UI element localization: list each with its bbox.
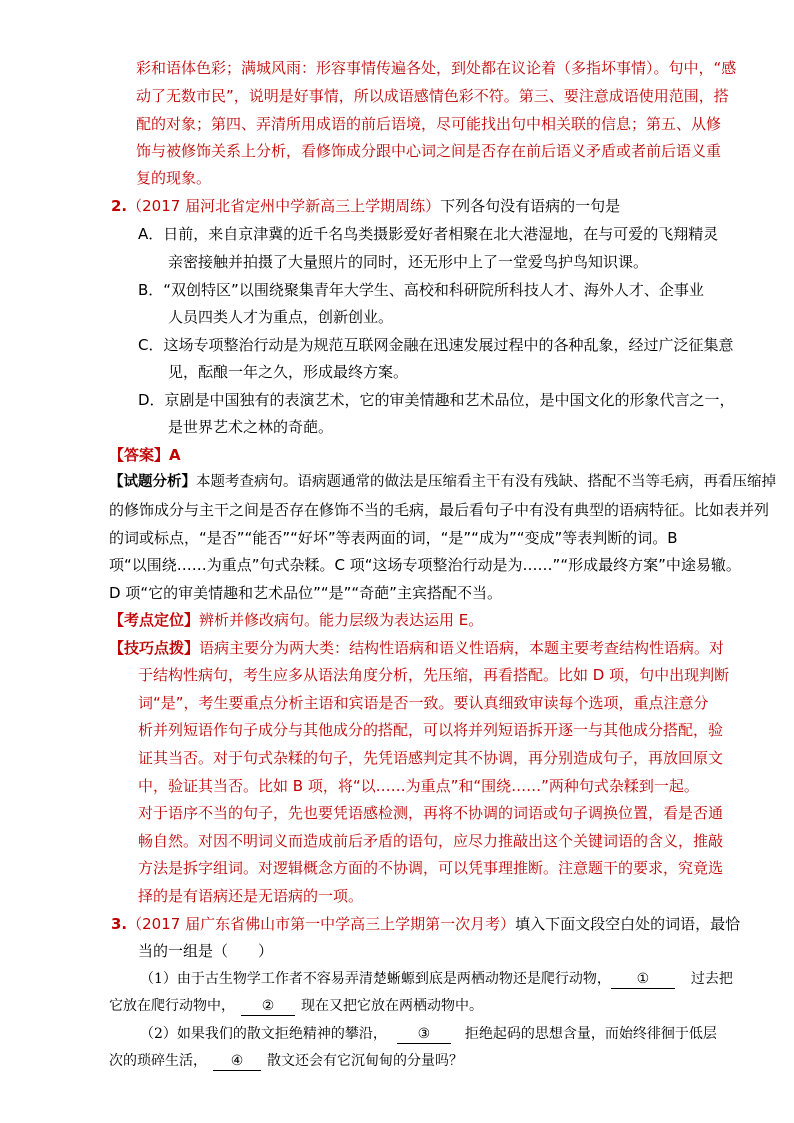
blank-2: ② bbox=[241, 998, 295, 1016]
analysis-line: 的修饰成分与主干之间是否存在修饰不当的毛病，最后看句子中有没有典型的语病特征。比如表并列 bbox=[109, 501, 770, 519]
intro-line: 饰与被修饰关系上分析，看修饰成分跟中心词之间是否存在前后语义矛盾或者前后语义重 bbox=[136, 142, 722, 160]
passage-2-line1: （2）如果我们的散文拒绝精神的攀沿， ③ 拒绝起码的思想含量，而始终徘徊于低层 bbox=[140, 1026, 717, 1042]
blank-3: ③ bbox=[397, 1026, 451, 1044]
passage-1-line1: （1）由于古生物学工作者不容易弄清楚蜥螈到底是两栖动物还是爬行动物， ① 过去把 bbox=[140, 971, 733, 987]
answer bbox=[109, 445, 181, 465]
question-stem: 填入下面文段空白处的词语，最恰 bbox=[515, 915, 741, 933]
option-b-line2: 人员四类人才为重点，创新创业。 bbox=[168, 308, 394, 326]
question-source: （2017 届河北省定州中学新高三上学期周练） bbox=[127, 197, 441, 215]
passage-2-line2: 次的琐碎生活， ④ 散文还会有它沉甸甸的分量吗？ bbox=[109, 1053, 463, 1069]
jiqiao-line: 【技巧点拨】语病主要分为两大类：结构性语病和语义性语病，本题主要考查结构性语病。对 bbox=[109, 639, 725, 657]
intro-line: 动了无数市民”，说明是好事情，所以成语感情色彩不符。第三、要注意成语使用范围，搭 bbox=[136, 87, 729, 105]
question-number: 3. bbox=[111, 915, 128, 933]
jiqiao-line: 择的是有语病还是无语病的一项。 bbox=[138, 887, 364, 905]
analysis-label: 【试题分析】 bbox=[109, 474, 196, 490]
answer-label: 【答案】 bbox=[109, 446, 170, 464]
option-d-line1: D．京剧是中国独有的表演艺术，它的审美情趣和艺术品位，是中国文化的形象代言之一， bbox=[138, 391, 735, 409]
blank-4: ④ bbox=[213, 1053, 261, 1071]
question-stem-line2: 当的一组是（ ） bbox=[138, 942, 274, 960]
jiqiao-line: 畅自然。对因不明词义而造成前后矛盾的语句，应尽力推敲出这个关键词语的含义，推敲 bbox=[138, 832, 724, 850]
blank-1: ① bbox=[611, 971, 675, 989]
jiqiao-line: 对于语序不当的句子，先也要凭语感检测，再将不协调的词语或句子调换位置，看是否通 bbox=[138, 804, 724, 822]
kaodian: 【考点定位】辨析并修改病句。能力层级为表达运用 E。 bbox=[109, 611, 484, 629]
jiqiao-line: 于结构性病句，考生应多从语法角度分析，先压缩，再看搭配。比如 D 项，句中出现判断 bbox=[138, 666, 730, 684]
jiqiao-line: 析并列短语作句子成分与其他成分的搭配，可以将并列短语拆开逐一与其他成分搭配，验 bbox=[138, 721, 724, 739]
option-b-line1: B．“双创特区”以围绕聚集青年大学生、高校和科研院所科技人才、海外人才、企事业 bbox=[138, 281, 704, 299]
analysis-line: 的词或标点，“是否”“能否”“好坏”等表两面的词，“是”“成为”“变成”等表判断的词。B bbox=[109, 529, 678, 547]
option-d-line2: 是世界艺术之林的奇葩。 bbox=[168, 418, 334, 436]
question-source: （2017 届广东省佛山市第一中学高三上学期第一次月考） bbox=[127, 915, 516, 933]
option-a-line2: 亲密接触并拍摄了大量照片的同时，还无形中上了一堂爱鸟护鸟知识课。 bbox=[168, 253, 649, 271]
question-stem: 下列各句没有语病的一句是 bbox=[440, 197, 621, 215]
analysis-line: D 项“它的审美情趣和艺术品位”“是”“奇葩”主宾搭配不当。 bbox=[109, 584, 502, 602]
option-c-line2: 见，酝酿一年之久，形成最终方案。 bbox=[168, 363, 409, 381]
jiqiao-line: 中，验证其当否。比如 B 项，将“以……为重点”和“围绕……”两种句式杂糅到一起。 bbox=[138, 777, 699, 795]
question-2-header bbox=[111, 196, 620, 216]
jiqiao-label: 【技巧点拨】 bbox=[109, 639, 200, 657]
analysis-line: 【试题分析】本题考查病句。语病题通常的做法是压缩看主干有没有残缺、搭配不当等毛病，再看压缩掉 bbox=[109, 474, 776, 490]
answer-value: A bbox=[169, 446, 181, 464]
option-a-line1: A．日前，来自京津冀的近千名鸟类摄影爱好者相聚在北大港湿地，在与可爱的飞翔精灵 bbox=[138, 225, 719, 243]
intro-line: 配的对象；第四、弄清所用成语的前后语境，尽可能找出句中相关联的信息；第五、从修 bbox=[136, 115, 722, 133]
intro-line: 彩和语体色彩；满城风雨：形容事情传遍各处，到处都在议论着（多指坏事情）。句中，“感 bbox=[136, 59, 737, 77]
option-c-line1: C．这场专项整治行动是为规范互联网金融在迅速发展过程中的各种乱象，经过广泛征集意 bbox=[138, 336, 734, 354]
kaodian-label: 【考点定位】 bbox=[109, 611, 200, 629]
analysis-line: 项“以围绕……为重点”句式杂糅。C 项“这场专项整治行动是为……”“形成最终方案”中途易辙。 bbox=[109, 556, 741, 574]
jiqiao-line: 方法是拆字组词。对逻辑概念方面的不协调，可以凭事理推断。注意题干的要求，究竟选 bbox=[138, 859, 724, 877]
question-number: 2. bbox=[111, 197, 128, 215]
intro-line: 复的现象。 bbox=[136, 169, 212, 187]
jiqiao-line: 词“是”，考生要重点分析主语和宾语是否一致。要认真细致审读每个选项，重点注意分 bbox=[138, 694, 709, 712]
jiqiao-line: 证其当否。对于句式杂糅的句子，先凭语感判定其不协调，再分别造成句子，再放回原文 bbox=[138, 749, 724, 767]
passage-1-line2: 它放在爬行动物中， ② 现在又把它放在两栖动物中。 bbox=[109, 998, 483, 1014]
question-3-header bbox=[111, 914, 740, 934]
